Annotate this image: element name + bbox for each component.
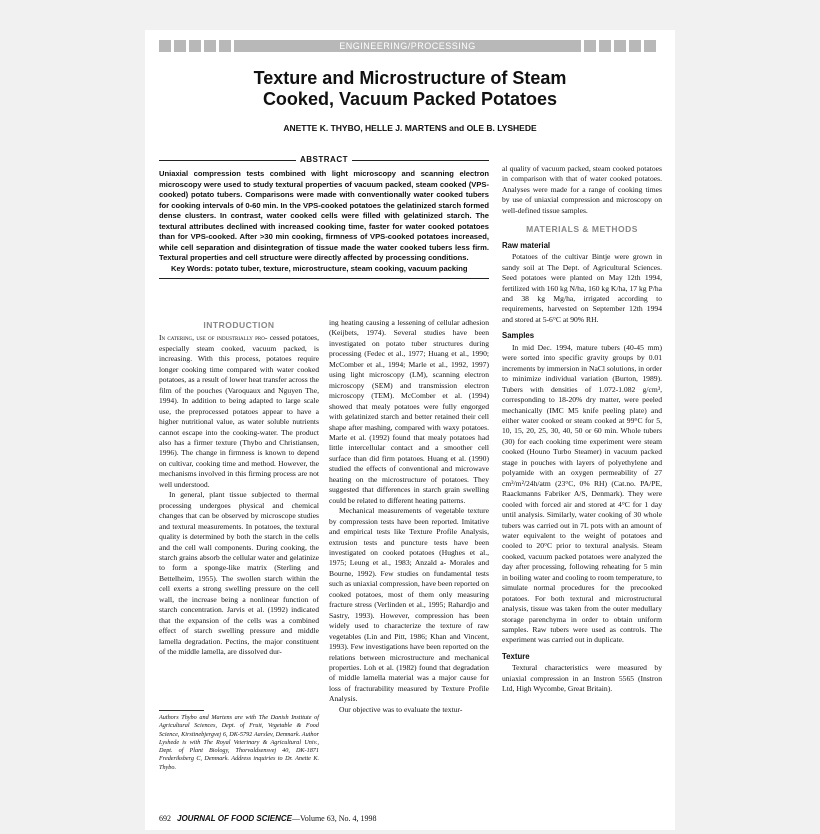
methods-heading: MATERIALS & METHODS bbox=[526, 224, 638, 235]
intro-lead: In catering, use of industrially pro- bbox=[159, 333, 268, 343]
page-footer bbox=[159, 814, 377, 823]
texture-heading: Texture bbox=[502, 651, 530, 661]
col2-paragraph-2: Mechanical measurements of vegetable texture by compression tests have been reported. Imitative and empirical tests like Texture Profile Analysis, extrusion tests and puncture tests have been investigated on cooked potatoes (Hughes et al., 1975; Leung et al., 1983; Anzald a- Morales and Bourne, 1992). Few studies on fundamental tests such as uniaxial compression, have been reported on cooked potatoes, most of them only measuring fracture stress (Verlinden et al., 1995; Rahardjo and Sastry, 1993). However, compression has been widely used to characterize the texture of raw vegetables (Lin and Pitt, 1986; Khan and Vincent, 1993). Few investigations have been reported on the relations between microstructure and mechanical properties. Loh et al. (1982) found that degradation of middle lamella material was a major cause for loss of fracturability measured by Texture Profile Analysis. bbox=[329, 506, 489, 704]
col2-paragraph-3: Our objective was to evaluate the textur- bbox=[339, 704, 463, 714]
raw-material-heading: Raw material bbox=[502, 240, 551, 250]
samples-text: In mid Dec. 1994, mature tubers (40-45 mm) were sorted into specific gravity groups by 0.01 increments by immersion in NaCl solutions, in order to minimize individual variation (Burton, 1989). Tubers with densities of 1.072-1.082 g/cm³, corresponding to 18-20% dry matter, were peeled mechanically (IMC M5 knife peeling plate) and either water cooked or steam cooked at 99°C for 5, 10, 15, 20, 25, 30, 40, 50 or 60 min. Whole tubers (30) for each cooking time experiment were steam cooked (Houno Turbo Steamer) in vacuum packed stage in pouches with layers of polyethylene and polyamide with an oxygen permeability of 27 cm³/m²/24h/atm (23°C, 0% RH) (Cat.no. PA/PE, Raackmanns Fabriker A/S, Denmark). They were cooled with forced air and stored at 4°C for 1 day until analysis. Similarly, water cooking of 30 whole tubers was carried out in 7L pots with an amount of water equivalent to the weight of potatoes and cooled to 20°C prior to textural analysis. Steam cooked, vacuum packed potatoes were analyzed the day after processing, following reheating for 5 min in boiling water and cooling to room temperature, to simulate normal procedures for the precooked potatoes. For both textural and microstructural analysis, tissue was taken from the outer medullary storage parenchyma in order to obtain uniform samples. Raw tubers were used as controls. The experiment was carried out in duplicate. bbox=[502, 342, 662, 645]
intro-paragraph-1: cessed potatoes, especially steam cooked, vacuum packed, is increasing. With this process, potatoes require longer cooking time compared with water cooked potatoes, as a result of lower heat transfer across the film of the pouches (Varoquaux and Nguyen The, 1994). In addition to being adapted to large scale use, the preprocessed potatoes appear to have a higher nutritional value, as water soluble nutrients cannot escape into the cooking-water. The product also has a firmer texture (Thybo and Christiansen, 1996). The change in firmness is known to depend on cultivar, cooking time and method. However, the mechanisms involved in this firming process are not well understood. bbox=[159, 333, 319, 489]
intro-paragraph-2: In general, plant tissue subjected to thermal processing undergoes physical and chemical changes that can be observed by microscope studies and textural measurements. In potatoes, the textural quality is determined by both the starch in the cells and the cell wall components. During cooking, the starch grains absorb the cellular water and gelatinize to form a sponge-like matrix (Sterling and Bettelheim, 1955). The swollen starch within the cell exerts a strong swelling pressure on the cell wall, the increase being a nonlinear function of starch concentration. Jarvis et al. (1992) indicated that the expansion of the cells was a combined effect of starch swelling pressure and middle lamella degradation. Pectins, the major constituent of the middle lamella, are dissolved dur- bbox=[159, 490, 319, 657]
journal-name: JOURNAL OF FOOD SCIENCE bbox=[177, 814, 292, 823]
footnote-rule bbox=[159, 710, 204, 711]
intro-heading: INTRODUCTION bbox=[203, 320, 275, 330]
article-title bbox=[145, 68, 675, 110]
abstract-box bbox=[159, 156, 489, 279]
page-number: 692 bbox=[159, 814, 171, 823]
col2-paragraph-1: ing heating causing a lessening of cellular adhesion (Keijbets, 1974). Several studies have been investigated on potato tuber structures during processing (Fedec et al., 1977; Huang et al., 1990; McComber et al., 1994; Marle et al., 1992, 1997) using light microscopy (LM), scanning electron microscopy (SEM) and transmission electron microscopy (TEM). McComber et al. (1994) showed that mealy potatoes were fully engorged with gelatinized starch and better retained their cell shape after mashing, compared with waxy potatoes. Marle et al. (1992) found that mealy potatoes had little intercellular contact and a smoother cell surface than did firm potatoes. Huang et al. (1990) studied the effects of conventional and microwave heating on the microstructure of potatoes. They suggested that differences in starch grain swelling could be related to different heating patterns. bbox=[329, 318, 489, 505]
authors: ANETTE K. THYBO, HELLE J. MARTENS and OLE B. LYSHEDE bbox=[283, 123, 537, 133]
author-footnote: Authors Thybo and Martens are with The Danish Institute of Agricultural Sciences, Dept. of Fruit, Vegetable & Food Science, Kirstinebjergvej 6, DK-5792 Aarslev, Denmark. Author Lyshede is with The Royal Veterinary & Agricultural Univ., Dept. of Plant Biology, Thorvaldsensvej 40, DK-1871 Frederiksberg C, Denmark. Address inquiries to Dr. Anette K. Thybo. bbox=[159, 714, 319, 771]
abstract-heading-rule bbox=[159, 155, 489, 171]
title-line-2: Cooked, Vacuum Packed Potatoes bbox=[262, 89, 558, 109]
column-1 bbox=[159, 318, 319, 658]
abstract-heading: ABSTRACT bbox=[296, 155, 352, 164]
volume-info: —Volume 63, No. 4, 1998 bbox=[291, 814, 377, 823]
samples-heading: Samples bbox=[502, 331, 535, 341]
title-line-1: Texture and Microstructure of Steam bbox=[253, 68, 567, 88]
abstract-bottom-rule bbox=[159, 278, 489, 279]
keywords: Key Words: potato tuber, texture, microstructure, steam cooking, vacuum packing bbox=[171, 263, 468, 273]
col3-paragraph-1: al quality of vacuum packed, steam cooked potatoes in comparison with that of water cooked potatoes. Analyses were made for a range of cooking times by use of uniaxial compression and microscopy on well-defined tissue samples. bbox=[502, 164, 662, 215]
column-3 bbox=[502, 164, 662, 695]
journal-page bbox=[145, 30, 675, 830]
section-bar bbox=[159, 40, 659, 52]
column-2 bbox=[329, 318, 489, 715]
abstract-text: Uniaxial compression tests combined with light microscopy and scanning electron microscopy were used to study textural properties of vacuum packed, steam cooked (VPS-cooked) potato tubers. Comparisons were made with conventionally water cooked tubers for cooking intervals of 0-60 min. In the VPS-cooked potatoes the gelatinized starch formed dense clusters. In contrast, water cooked cells were filled with gelatinized starch. The textural attributes declined with increased cooking time, faster for water cooked potatoes than for VPS-cooked. After >30 min cooking, firmness of VPS-cooked potatoes increased, while cell separation and disintegration of tissue made the water cooked tubers less firm. Textural properties and cell structure were directly affected by processing conditions. bbox=[159, 169, 489, 262]
section-label: ENGINEERING/PROCESSING bbox=[234, 40, 581, 52]
texture-text: Textural characteristics were measured by uniaxial compression in an Instron 5565 (Instron Ltd, High Wycombe, Great Britain). bbox=[502, 663, 662, 694]
raw-material-text: Potatoes of the cultivar Bintje were grown in sandy soil at The Dept. of Agricultural Sciences. Seed potatoes were planted on May 12th 1994, fertilized with 160 kg N/ha, 160 kg K/ha, 17 kg P/ha and 38 kg Mg/ha, irrigated according to requirements, harvested on September 12th 1994 and stored at 5-6°C at 90% RH. bbox=[502, 252, 662, 324]
